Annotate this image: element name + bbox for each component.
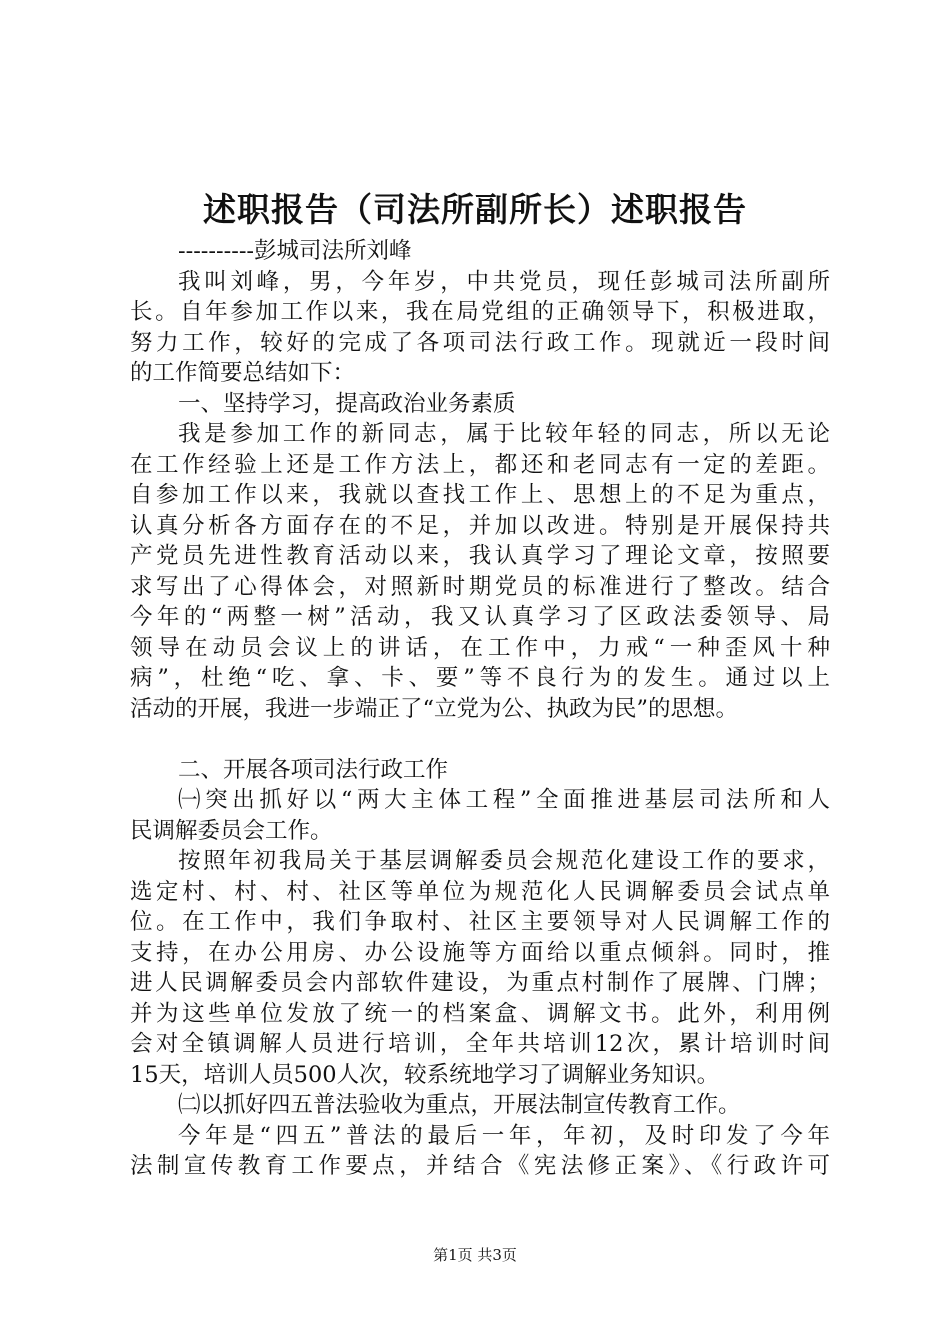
text-line: 病”，杜绝“吃、拿、卡、要”等不良行为的发生。通过以上	[130, 665, 830, 691]
text-line: 二、开展各项司法行政工作	[178, 756, 449, 783]
text-line: 领导在动员会议上的讲话，在工作中，力戒“一种歪风十种	[130, 634, 830, 661]
text-line: 活动的开展，我进一步端正了“立党为公、执政为民”的思想。	[130, 695, 739, 722]
text-line: 并为这些单位发放了统一的档案盒、调解文书。此外，利用例	[130, 1000, 830, 1027]
text-line: ----------彭城司法所刘峰	[178, 238, 412, 264]
blank-line	[130, 724, 830, 755]
text-line: 努力工作，较好的完成了各项司法行政工作。现就近一段时间	[130, 329, 830, 356]
text-line: ㈠突出抓好以“两大主体工程”全面推进基层司法所和人	[178, 787, 830, 813]
text-line: 的工作简要总结如下：	[130, 360, 356, 386]
text-line: 会对全镇调解人员进行培训，全年共培训12次，累计培训时间	[130, 1031, 830, 1057]
text-line: 长。自年参加工作以来，我在局党组的正确领导下，积极进取，	[130, 299, 830, 325]
text-line: 位。在工作中，我们争取村、社区主要领导对人民调解工作的	[130, 909, 830, 935]
document-title: 述职报告（司法所副所长）述职报告	[203, 190, 747, 229]
text-line: 选定村、村、村、社区等单位为规范化人民调解委员会试点单	[130, 878, 830, 905]
text-line: 进人民调解委员会内部软件建设，为重点村制作了展牌、门牌；	[130, 970, 830, 996]
text-line: ㈡以抓好四五普法验收为重点，开展法制宣传教育工作。	[178, 1092, 741, 1118]
text-line: 在工作经验上还是工作方法上，都还和老同志有一定的差距。	[130, 451, 830, 478]
text-line: 支持，在办公用房、办公设施等方面给以重点倾斜。同时，推	[130, 939, 830, 966]
text-line: 今年的“两整一树”活动，我又认真学习了区政法委领导、局	[130, 604, 830, 630]
text-line: 自参加工作以来，我就以查找工作上、思想上的不足为重点，	[130, 482, 830, 508]
text-line: 法制宣传教育工作要点，并结合《宪法修正案》、《行政许可	[130, 1153, 830, 1179]
text-line: 产党员先进性教育活动以来，我认真学习了理论文章，按照要	[130, 543, 830, 569]
text-line: 我叫刘峰，男，今年岁，中共党员，现任彭城司法所副所	[178, 268, 830, 295]
text-line: 一、坚持学习，提高政治业务素质	[178, 390, 516, 417]
text-line: 求写出了心得体会，对照新时期党员的标准进行了整改。结合	[130, 573, 830, 600]
text-line: 15天，培训人员500人次，较系统地学习了调解业务知识。	[130, 1061, 720, 1088]
text-line: 民调解委员会工作。	[130, 817, 333, 844]
text-line: 我是参加工作的新同志，属于比较年轻的同志，所以无论	[178, 421, 830, 447]
text-line: 认真分析各方面存在的不足，并加以改进。特别是开展保持共	[130, 512, 830, 539]
page-footer: 第1页 共3页	[433, 1246, 517, 1264]
document-body	[130, 236, 830, 1182]
text-line: 按照年初我局关于基层调解委员会规范化建设工作的要求，	[178, 848, 830, 874]
text-line: 今年是“四五”普法的最后一年，年初，及时印发了今年	[178, 1122, 830, 1149]
